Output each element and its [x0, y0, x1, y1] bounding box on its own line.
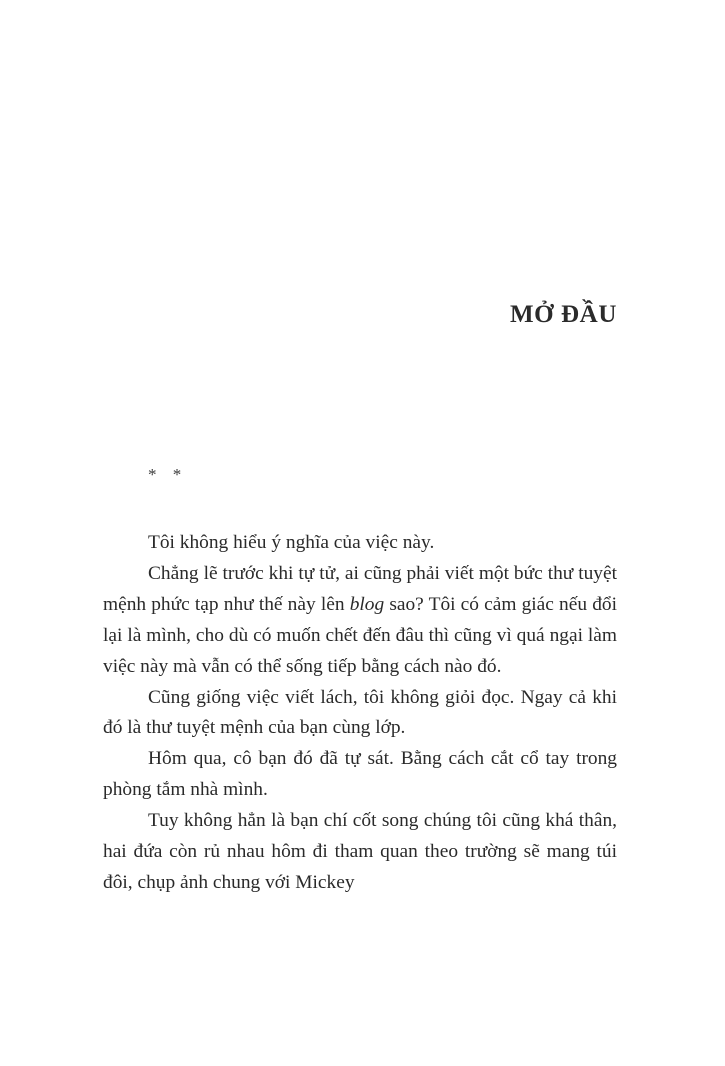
paragraph: Tuy không hẳn là bạn chí cốt song chúng tôi cũng khá thân, hai đứa còn rủ nhau hôm đi tham quan theo trường sẽ mang túi đôi, chụp ảnh chung với Mickey [103, 810, 617, 893]
paragraph-segment: Chẳng lẽ trước khi tự tử, ai cũng phải viết một bức thư tuyệt mệnh phức tạp như thế này lên [103, 562, 617, 615]
paragraph [103, 559, 617, 683]
paragraph: Hôm qua, cô bạn đó đã tự sát. Bằng cách cắt cổ tay trong phòng tắm nhà mình. [103, 748, 617, 801]
paragraph-segment-italic: blog [349, 593, 385, 615]
paragraph-segment: sao? Tôi có cảm giác nếu đổi lại là mình, cho dù có muốn chết đến đâu thì cũng vì quá ngại làm việc này mà vẫn có thể sống tiếp bằng cách nào đó. [103, 593, 617, 677]
body-text-block [103, 528, 617, 899]
chapter-title: MỞ ĐẦU [509, 300, 617, 328]
paragraph: Tôi không hiểu ý nghĩa của việc này. [148, 532, 435, 553]
asterisk-separator: * * [148, 465, 188, 484]
paragraph: Cũng giống việc viết lách, tôi không giỏi đọc. Ngay cả khi đó là thư tuyệt mệnh của bạn cùng lớp. [103, 686, 617, 739]
